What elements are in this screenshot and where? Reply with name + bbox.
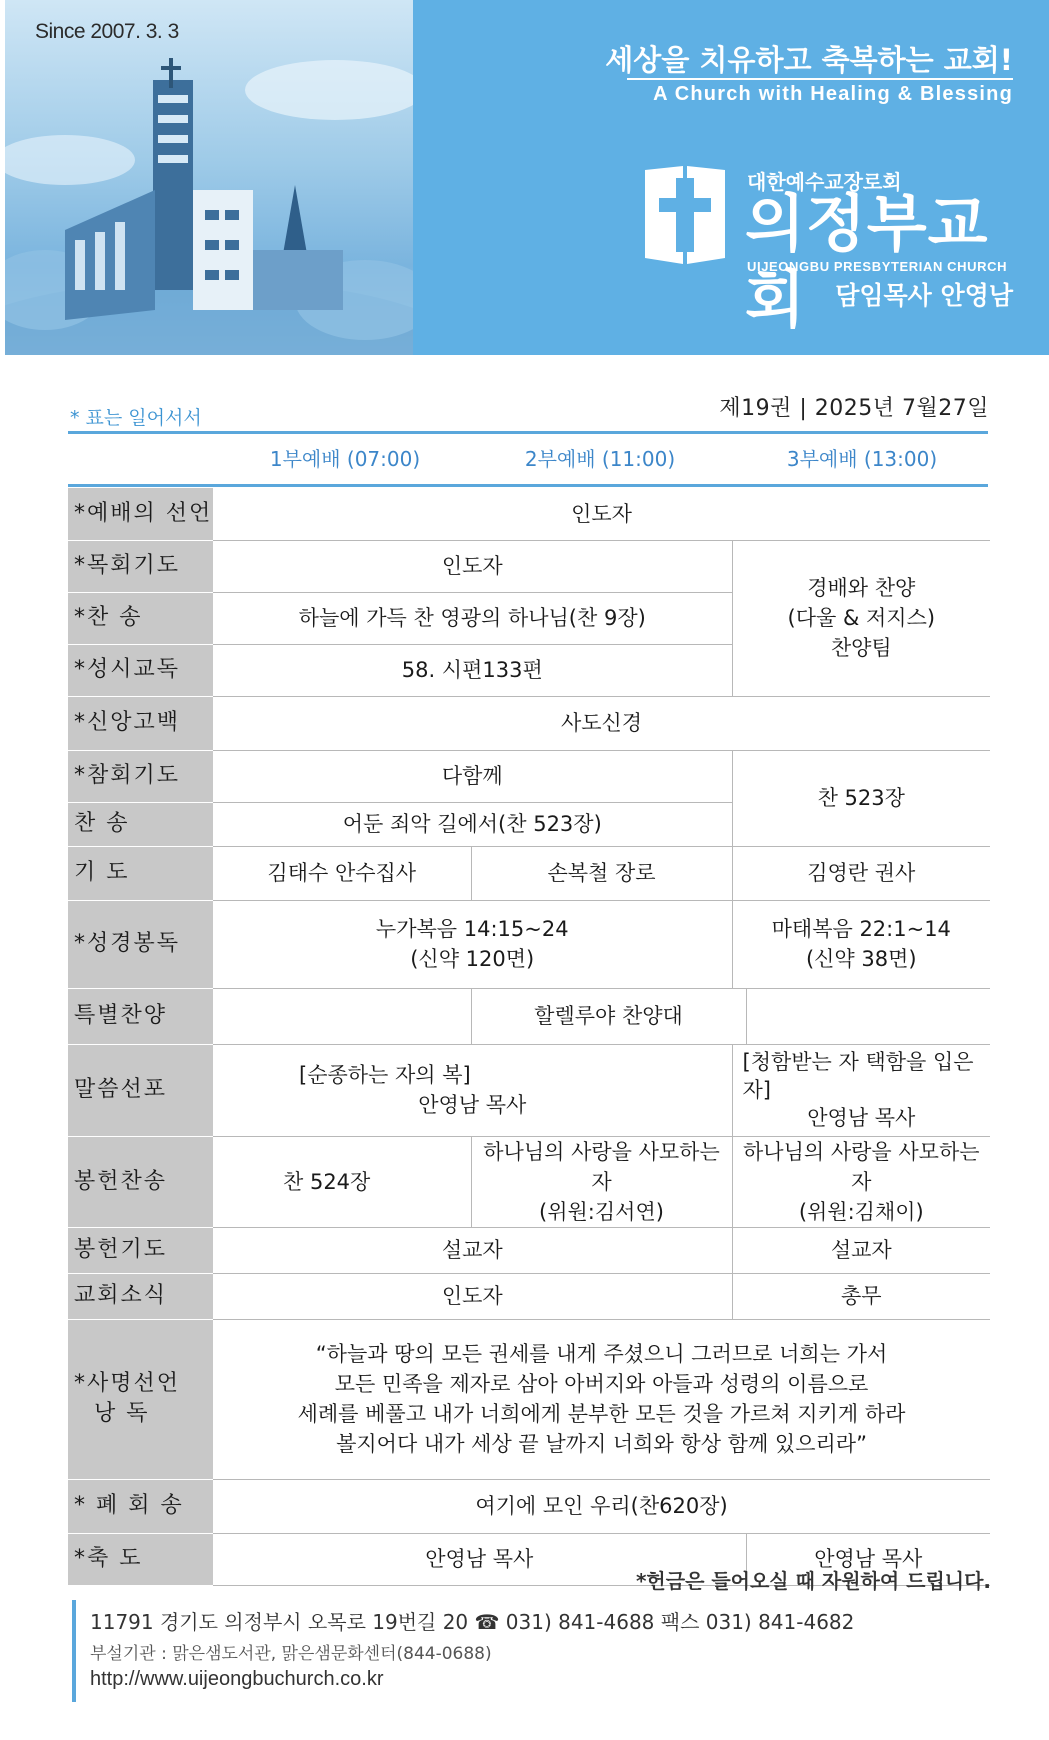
church-building-photo bbox=[5, 0, 413, 355]
empty-cell bbox=[213, 988, 471, 1044]
sermon-title: [순종하는 자의 복] bbox=[299, 1063, 471, 1087]
verse-line: “하늘과 땅의 모든 권세를 내게 주셨으니 그러므로 너희는 가서 bbox=[315, 1342, 888, 1366]
offering-note: *헌금은 들어오실 때 자원하여 드립니다. bbox=[635, 1569, 991, 1593]
table-row bbox=[68, 1136, 990, 1227]
cell-line: 하나님의 사랑을 사모하는 자 bbox=[483, 1139, 720, 1194]
row-label: *예배의 선언 bbox=[68, 488, 213, 540]
sermon-cell bbox=[213, 1044, 732, 1136]
row-label: *성경봉독 bbox=[68, 900, 213, 988]
offering-cell bbox=[732, 1136, 990, 1227]
cell-value: 어둔 죄악 길에서(찬 523장) bbox=[213, 802, 732, 846]
table-row bbox=[68, 846, 990, 900]
cell-line: 누가복음 14:15~24 bbox=[375, 917, 569, 941]
cell-line: (신약 38면) bbox=[805, 947, 917, 971]
verse-line: 모든 민족을 제자로 삼아 아버지와 아들과 성령의 이름으로 bbox=[334, 1372, 869, 1396]
row-label: 봉헌기도 bbox=[68, 1227, 213, 1273]
cell-value: 58. 시편133편 bbox=[213, 644, 732, 696]
cell-value: 김영란 권사 bbox=[732, 846, 990, 900]
verse-line: 볼지어다 내가 세상 끝 날까지 너희와 항상 함께 있으리라” bbox=[336, 1432, 867, 1456]
table-row bbox=[68, 540, 990, 592]
table-row bbox=[68, 1319, 990, 1479]
table-row bbox=[68, 1044, 990, 1136]
slogan-korean: 세상을 치유하고 축복하는 교회! bbox=[605, 43, 1013, 77]
cell-value: 손복철 장로 bbox=[471, 846, 732, 900]
sermon-preacher: 안영남 목사 bbox=[807, 1106, 916, 1130]
issue-date: 제19권 | 2025년 7월27일 bbox=[719, 396, 989, 421]
affiliated-facilities: 부설기관 : 맑은샘도서관, 맑은샘문화센터(844-0688) bbox=[90, 1644, 492, 1664]
row-label bbox=[68, 1319, 213, 1479]
service-2-heading: 2부예배 (11:00) bbox=[524, 447, 676, 471]
row-label: *목회기도 bbox=[68, 540, 213, 592]
slogan-english: A Church with Healing & Blessing bbox=[653, 83, 1013, 105]
empty-cell bbox=[746, 988, 990, 1044]
sermon-cell bbox=[732, 1044, 990, 1136]
scripture-cell bbox=[213, 900, 732, 988]
praise-cell bbox=[732, 540, 990, 696]
cell-value: 총무 bbox=[732, 1273, 990, 1319]
verse-line: 세례를 베풀고 내가 너희에게 분부한 모든 것을 가르쳐 지키게 하라 bbox=[297, 1402, 906, 1426]
cell-line: (다울 & 저지스) bbox=[787, 606, 936, 630]
cell-line: 찬양팀 bbox=[830, 636, 892, 660]
table-row bbox=[68, 988, 990, 1044]
row-label: 봉헌찬송 bbox=[68, 1136, 213, 1227]
cell-value: 안영남 목사 bbox=[213, 1533, 746, 1585]
cross-logo-icon bbox=[643, 164, 727, 268]
church-address: 11791 경기도 의정부시 오목로 19번길 20 ☎ 031) 841-4688 팩스 031) 841-4682 bbox=[90, 1610, 855, 1634]
service-1-heading: 1부예배 (07:00) bbox=[269, 447, 421, 471]
cell-value: 사도신경 bbox=[213, 696, 990, 750]
stand-note: * 표는 일어서서 bbox=[70, 407, 202, 429]
cell-value: 설교자 bbox=[213, 1227, 732, 1273]
label-line: 낭 독 bbox=[94, 1401, 150, 1426]
church-name: 의정부교회 bbox=[745, 187, 989, 336]
sermon-title: [청함받는 자 택함을 입은 자] bbox=[742, 1050, 974, 1102]
table-row bbox=[68, 696, 990, 750]
table-row bbox=[68, 750, 990, 802]
service-3-heading: 3부예배 (13:00) bbox=[786, 447, 938, 471]
mission-verse bbox=[213, 1319, 990, 1479]
church-building-illustration bbox=[5, 0, 413, 355]
senior-pastor: 담임목사 안영남 bbox=[835, 281, 1013, 310]
cell-value: 김태수 안수집사 bbox=[213, 846, 471, 900]
row-label: 특별찬양 bbox=[68, 988, 213, 1044]
order-of-worship-table bbox=[68, 488, 990, 1586]
cell-value: 인도자 bbox=[213, 1273, 732, 1319]
row-label: *신앙고백 bbox=[68, 696, 213, 750]
table-row bbox=[68, 1273, 990, 1319]
bulletin-header bbox=[5, 0, 1049, 355]
cell-value: 다함께 bbox=[213, 750, 732, 802]
table-row bbox=[68, 900, 990, 988]
table-row bbox=[68, 1227, 990, 1273]
header-rule bbox=[68, 484, 988, 487]
cell-value: 찬 523장 bbox=[732, 750, 990, 846]
cell-line: (위원:김서연) bbox=[539, 1199, 664, 1224]
row-label: 말씀선포 bbox=[68, 1044, 213, 1136]
cell-value: 인도자 bbox=[213, 540, 732, 592]
scripture-cell bbox=[732, 900, 990, 988]
sermon-preacher: 안영남 목사 bbox=[418, 1093, 527, 1117]
cell-line: (위원:김채이) bbox=[798, 1199, 924, 1224]
since-date: Since 2007. 3. 3 bbox=[35, 20, 179, 43]
cell-line: 경배와 찬양 bbox=[807, 576, 916, 600]
table-row bbox=[68, 1479, 990, 1533]
label-line: *사명선언 bbox=[74, 1371, 181, 1396]
footer-accent-bar bbox=[72, 1600, 76, 1702]
denomination: 대한예수교장로회 bbox=[747, 170, 902, 194]
cell-value: 설교자 bbox=[732, 1227, 990, 1273]
cell-value: 할렐루야 찬양대 bbox=[471, 988, 746, 1044]
cell-line: (신약 120면) bbox=[410, 947, 535, 971]
cell-line: 마태복음 22:1~14 bbox=[771, 917, 951, 941]
row-label: 기 도 bbox=[68, 846, 213, 900]
cell-value: 여기에 모인 우리(찬620장) bbox=[213, 1479, 990, 1533]
title-banner bbox=[413, 0, 1049, 355]
website-link[interactable]: http://www.uijeongbuchurch.co.kr bbox=[90, 1668, 384, 1690]
cell-line: 하나님의 사랑을 사모하는 자 bbox=[743, 1139, 980, 1194]
row-label: 찬 송 bbox=[68, 802, 213, 846]
row-label: *성시교독 bbox=[68, 644, 213, 696]
row-label: *찬 송 bbox=[68, 592, 213, 644]
cell-value: 인도자 bbox=[213, 488, 990, 540]
table-row bbox=[68, 488, 990, 540]
church-name-english: UIJEONGBU PRESBYTERIAN CHURCH bbox=[747, 259, 1008, 274]
cell-value: 찬 524장 bbox=[213, 1136, 471, 1227]
offering-cell bbox=[471, 1136, 732, 1227]
row-label: * 폐 회 송 bbox=[68, 1479, 213, 1533]
slogan-divider bbox=[627, 78, 1013, 80]
row-label: *참회기도 bbox=[68, 750, 213, 802]
row-label: *축 도 bbox=[68, 1533, 213, 1585]
top-rule bbox=[68, 431, 988, 434]
cell-value: 하늘에 가득 찬 영광의 하나님(찬 9장) bbox=[213, 592, 732, 644]
row-label: 교회소식 bbox=[68, 1273, 213, 1319]
cell-value: 안영남 목사 bbox=[746, 1533, 990, 1585]
